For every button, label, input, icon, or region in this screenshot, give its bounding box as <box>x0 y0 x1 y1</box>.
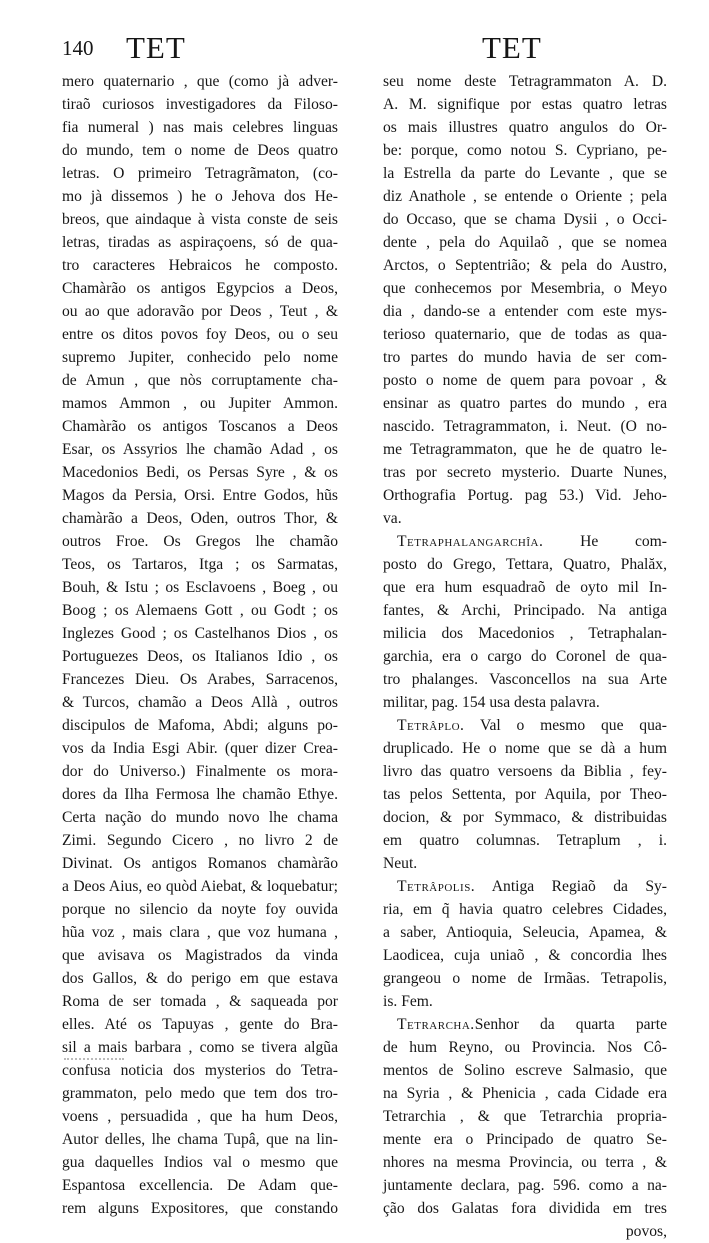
text-line: militar, pag. 154 usa desta palavra. <box>383 694 600 711</box>
text-line: druplicado. He o nome que se dà a hum <box>383 740 667 757</box>
text-line: a Deos Aius, eo quòd Aiebat, & loquebatur; <box>62 878 338 895</box>
text-line: nascido. Tetragrammaton, i. Neut. (O no- <box>383 418 667 435</box>
text-line: que conhecemos por Mesembria, o Meyo <box>383 280 667 297</box>
text-line: seu nome deste Tetragrammaton A. D. <box>383 73 667 90</box>
text-line: porque no silencio da noyte foy ouvida <box>62 901 338 918</box>
text-line: Esar, os Assyrios lhe chamão Adad , os <box>62 441 338 458</box>
text-line: Magos da Persia, Orsi. Entre Godos, hũs <box>62 487 338 504</box>
text-line: tro caracteres Hebraicos he composto. <box>62 257 338 274</box>
entry-first-line <box>383 714 667 737</box>
entry-first-line <box>383 1013 667 1036</box>
text-line: Divinat. Os antigos Romanos chamàrão <box>62 855 338 872</box>
text-line: va. <box>383 510 402 527</box>
text-line: milicia dos Macedonios , Tetraphalan- <box>383 625 667 642</box>
text-line: Certa nação do mundo novo lhe chama <box>62 809 338 826</box>
left-column <box>62 70 338 1220</box>
text-line: letras, tiradas as aspiraçoens, só de qua- <box>62 234 338 251</box>
text-line: Boog ; os Alemaens Gott , ou Godt ; os <box>62 602 338 619</box>
text-line: Autor delles, lhe chama Tupâ, que na lin- <box>62 1131 338 1148</box>
text-line: sil a mais barbara , como se tivera algũa <box>62 1039 338 1056</box>
text-line: rem alguns Expositores, que constando <box>62 1200 338 1217</box>
catchword: povos, <box>625 1223 667 1240</box>
text-line: Roma de ser tomada , & saqueada por <box>62 993 338 1010</box>
text-line: outros Froe. Os Gregos lhe chamão <box>62 533 338 550</box>
dictionary-entry <box>383 875 667 1013</box>
text-line: grangeou o nome de Irmãas. Tetrapolis, <box>383 970 667 987</box>
text-line: que avisava os Magistrados da vinda <box>62 947 338 964</box>
text-line: confusa noticia dos mysterios do Tetra- <box>62 1062 338 1079</box>
text-line: ensinar as quatro partes do mundo , era <box>383 395 667 412</box>
text-line: Chamàrão os antigos Toscanos a Deos <box>62 418 338 435</box>
entry-text: Val o mesmo que qua- <box>464 717 667 734</box>
text-line: docion, & por Symmaco, & distribuidas <box>383 809 667 826</box>
text-line: hũa voz , mais clara , que voz humana , <box>62 924 338 941</box>
text-line: gua daquelles Indios val o mesmo que <box>62 1154 338 1171</box>
text-line: mentos de Solino escreve Salmasio, que <box>383 1062 667 1079</box>
text-line: na Syria , & Phenicia , cada Cidade era <box>383 1085 667 1102</box>
text-line: Zimi. Segundo Cicero , no livro 2 de <box>62 832 338 849</box>
text-line: mamos Ammon , ou Jupiter Ammon. <box>62 395 338 412</box>
dictionary-entry <box>383 1013 667 1220</box>
text-line: Chamàrão os antigos Egypcios a Deos, <box>62 280 338 297</box>
text-line: & Turcos, chamão a Deos Allà , outros <box>62 694 338 711</box>
text-line: me Tetragrammaton, que he de quatro le- <box>383 441 667 458</box>
text-line: tro phalanges. Vasconcellos na sua Arte <box>383 671 667 688</box>
entry-text: Antiga Regiaõ da Sy- <box>475 878 667 895</box>
text-line: tiraõ curiosos investigadores da Filoso- <box>62 96 338 113</box>
text-line: a saber, Antioquia, Seleucia, Apamea, & <box>383 924 667 941</box>
text-line: Teos, os Tartaros, Itga ; os Sarmatas, <box>62 556 338 573</box>
text-line: Francezes Dieu. Os Arabes, Sarracenos, <box>62 671 338 688</box>
text-line: A. M. signifique por estas quatro letras <box>383 96 667 113</box>
text-line: dia , dando-se a entender com este mys- <box>383 303 667 320</box>
text-line: de hum Reyno, ou Provincia. Nos Cô- <box>383 1039 667 1056</box>
text-line: elles. Até os Tapuyas , gente do Bra- <box>62 1016 338 1033</box>
text-line: terioso quaternario, que de todas as qua- <box>383 326 667 343</box>
text-line: dores da Ilha Fermosa lhe chamão Ethye. <box>62 786 338 803</box>
text-line: supremo Jupiter, conhecido pelo nome <box>62 349 338 366</box>
text-line: garchia, era o cargo do Coronel de qua- <box>383 648 667 665</box>
text-line: Laodicea, cuja uniaõ , & concordia lhes <box>383 947 667 964</box>
text-line: Tetrarchia , & que Tetrarchia propria- <box>383 1108 667 1125</box>
text-line: diz Anathole , se entende o Oriente ; pela <box>383 188 667 205</box>
text-line: nhores na mesma Provincia, ou terra , & <box>383 1154 667 1171</box>
text-line: Arctos, o Septentrião; & pela do Austro, <box>383 257 667 274</box>
text-line: posto do Grego, Tettara, Quatro, Phalăx, <box>383 556 667 573</box>
text-line: ria, em q̃ havia quatro celebres Cidades, <box>383 901 667 918</box>
text-line: dos Gallos, & do perigo em que estava <box>62 970 338 987</box>
text-line: breos, que aindaque à vista conste de seis <box>62 211 338 228</box>
text-line: ção dos Galatas fora dividida em tres <box>383 1200 667 1217</box>
text-line: grammaton, pelo medo que tem dos tro- <box>62 1085 338 1102</box>
running-head-left: TET <box>126 30 186 65</box>
running-head-right: TET <box>482 30 542 65</box>
entry-text: Senhor da quarta parte <box>474 1016 667 1033</box>
text-line: Inglezes Good ; os Castelhanos Dios , os <box>62 625 338 642</box>
text-line: tro partes do mundo havia de ser com- <box>383 349 667 366</box>
text-line: Bouh, & Istu ; os Esclavoens , Boeg , ou <box>62 579 338 596</box>
entry-headword: Tetrâplo. <box>397 717 465 734</box>
dictionary-entry <box>383 714 667 875</box>
text-line: voens , persuadida , que ha hum Deos, <box>62 1108 338 1125</box>
page-number: 140 <box>62 36 94 60</box>
text-line: fia numeral ) nas mais celebres linguas <box>62 119 338 136</box>
text-line: letras. O primeiro Tetragrãmaton, (co- <box>62 165 338 182</box>
text-line: dor do Universo.) Finalmente os mora- <box>62 763 338 780</box>
text-line: be: porque, como notou S. Cypriano, pe- <box>383 142 667 159</box>
text-line: Neut. <box>383 855 418 872</box>
text-line: mo jà dissemos ) he o Jehova dos He- <box>62 188 338 205</box>
dictionary-entry <box>383 530 667 714</box>
page-header <box>0 30 709 70</box>
right-column <box>383 70 667 1243</box>
text-line: la Estrella da parte do Levante , que se <box>383 165 667 182</box>
entry-headword: Tetrarcha. <box>397 1016 475 1033</box>
entry-headword: Tetraphalangarchîa. <box>397 533 544 550</box>
text-line: Portuguezes Deos, os Italianos Idio , os <box>62 648 338 665</box>
entry-first-line <box>383 875 667 898</box>
text-line: is. Fem. <box>383 993 433 1010</box>
text-line: posto o nome de quem para povoar , & <box>383 372 667 389</box>
text-line: tras por secreto mysterio. Duarte Nunes, <box>383 464 667 481</box>
text-line: do Occaso, que se chama Dysii , o Occi- <box>383 211 667 228</box>
text-line: Espantosa excellencia. De Adam que- <box>62 1177 338 1194</box>
text-line: chamàrão a Deos, Oden, outros Thor, & <box>62 510 338 527</box>
text-line: dente , pela do Aquilaõ , que se nomea <box>383 234 667 251</box>
text-line: mero quaternario , que (como jà adver- <box>62 73 338 90</box>
entry-first-line <box>383 530 667 553</box>
text-line: Macedonios Bedi, os Persas Syre , & os <box>62 464 338 481</box>
text-line: tas pelos Settenta, por Aquila, por Theo- <box>383 786 667 803</box>
text-line: do mundo, tem o nome de Deos quatro <box>62 142 338 159</box>
text-line: livro das quatro versoens da Biblia , fey- <box>383 763 667 780</box>
entry-text: He com- <box>543 533 667 550</box>
text-line: juntamente declara, pag. 596. como a na- <box>383 1177 667 1194</box>
text-line: vos da India Esgi Abir. (quer dizer Crea- <box>62 740 338 757</box>
text-line: discipulos de Mafoma, Abdi; alguns po- <box>62 717 338 734</box>
text-line: de Amun , que nòs corruptamente cha- <box>62 372 338 389</box>
entry-headword: Tetrâpolis. <box>397 878 476 895</box>
text-line: ou ao que adoravão por Deos , Teut , & <box>62 303 338 320</box>
text-line: mente era o Principado de quatro Se- <box>383 1131 667 1148</box>
text-line: Orthografia Portug. pag 53.) Vid. Jeho- <box>383 487 667 504</box>
text-line: entre os ditos povos foy Deos, ou o seu <box>62 326 338 343</box>
text-line: em quatro columnas. Tetraplum , i. <box>383 832 667 849</box>
text-line: os mais illustres quatro angulos do Or- <box>383 119 667 136</box>
text-line: que era hum esquadraõ de oyto mil In- <box>383 579 667 596</box>
bottom-ornament <box>64 1054 124 1060</box>
text-line: fantes, & Archi, Principado. Na antiga <box>383 602 667 619</box>
